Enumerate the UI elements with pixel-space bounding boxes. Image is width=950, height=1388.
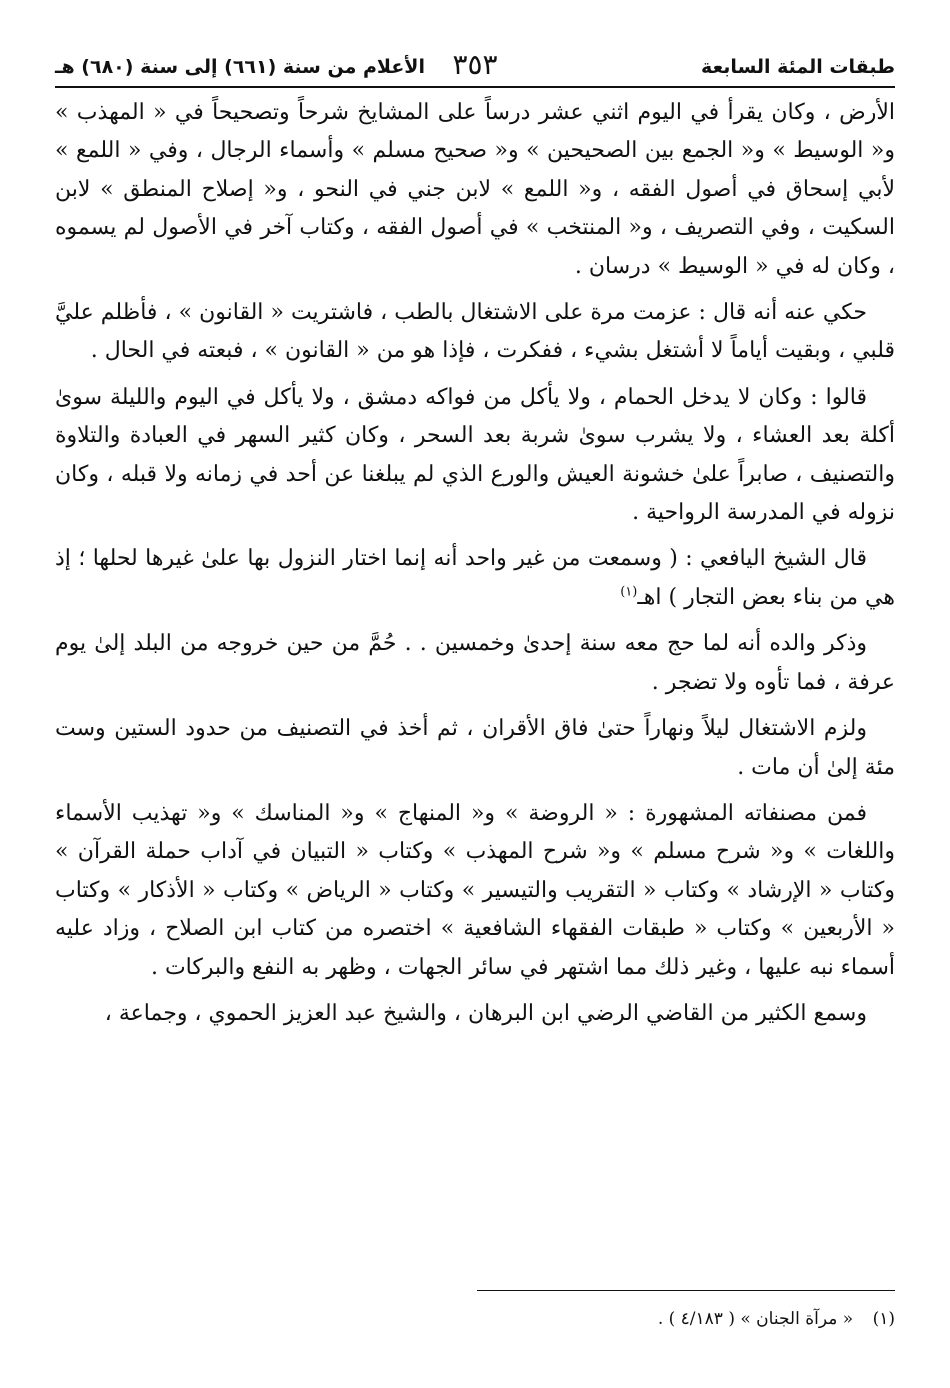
- paragraph: ولزم الاشتغال ليلاً ونهاراً حتىٰ فاق الأقران ، ثم أخذ في التصنيف من حدود الستين وست مئة إلىٰ أن مات .: [55, 716, 895, 780]
- paragraph: وسمع الكثير من القاضي الرضي ابن البرهان ، والشيخ عبد العزيز الحموي ، وجماعة ،: [104, 1000, 867, 1026]
- running-header: [55, 40, 895, 88]
- footnote-reference: (١): [620, 584, 638, 600]
- paragraph: فمن مصنفاته المشهورة : « الروضة » و« المنهاج » و« المناسك » و« تهذيب الأسماء واللغات » و« شرح مسلم » و« شرح المهذب » وكتاب « التبيان في آداب حملة القرآن » وكتاب « الإرشاد » وكتاب « التقريب والتيسير » وكتاب « الرياض » وكتاب « الأذكار » وكتاب « الأربعين » وكتاب « طبقات الفقهاء الشافعية » اختصره من كتاب ابن الصلاح ، وزاد عليه أسماء نبه عليها ، وغير ذلك مما اشتهر في سائر الجهات ، وظهر به النفع والبركات .: [55, 800, 895, 980]
- footnote: [55, 1306, 895, 1332]
- paragraph: قالوا : وكان لا يدخل الحمام ، ولا يأكل من فواكه دمشق ، ولا يأكل في اليوم والليلة سوىٰ أكلة بعد العشاء ، ولا يشرب سوىٰ شربة بعد السحر ، وكان كثير السهر في العبادة والتلاوة والتصنيف ، صابراً علىٰ خشونة العيش والورع الذي لم يبلغنا عن أحد في زمانه ولا قبله ، وكان نزوله في المدرسة الرواحية .: [55, 384, 895, 526]
- paragraph: وذكر والده أنه لما حج معه سنة إحدىٰ وخمسين . . حُمَّ من حين خروجه من البلد إلىٰ يوم عرفة ، فما تأوه ولا تضجر .: [55, 631, 895, 695]
- paragraph: [55, 540, 895, 617]
- footnote-mark: (١): [872, 1309, 895, 1329]
- paragraph-text: قال الشيخ اليافعي : ( وسمعت من غير واحد أنه إنما اختار النزول بها علىٰ غيرها لحلها ؛ إذ هي من بناء بعض التجار ) اهـ: [55, 546, 895, 610]
- header-section-title: طبقات المئة السابعة: [701, 56, 895, 78]
- footnote-text: « مرآة الجنان » ( ٤/١٨٣ ) .: [657, 1309, 854, 1329]
- main-text: [55, 94, 895, 1033]
- header-chapter-title: الأعلام من سنة (٦٦١) إلى سنة (٦٨٠) هـ: [55, 56, 425, 78]
- paragraph: حكي عنه أنه قال : عزمت مرة على الاشتغال بالطب ، فاشتريت « القانون » ، فأظلم عليَّ قلبي ، وبقيت أياماً لا أشتغل بشيء ، ففكرت ، فإذا هو من « القانون » ، فبعته في الحال .: [55, 300, 895, 364]
- footnote-divider: [477, 1290, 895, 1291]
- paragraph: الأرض ، وكان يقرأ في اليوم اثني عشر درساً على المشايخ شرحاً وتصحيحاً في « المهذب » و« الوسيط » و« الجمع بين الصحيحين » و« صحيح مسلم » وأسماء الرجال ، وفي « اللمع » لأبي إسحاق في أصول الفقه ، و« اللمع » لابن جني في النحو ، و« إصلاح المنطق » لابن السكيت ، وفي التصريف ، و« المنتخب » في أصول الفقه ، وكتاب آخر في الأصول لم يسموه ، وكان له في « الوسيط » درسان .: [55, 100, 895, 279]
- page-number: ٣٥٣: [452, 48, 498, 81]
- book-page: [55, 40, 895, 1329]
